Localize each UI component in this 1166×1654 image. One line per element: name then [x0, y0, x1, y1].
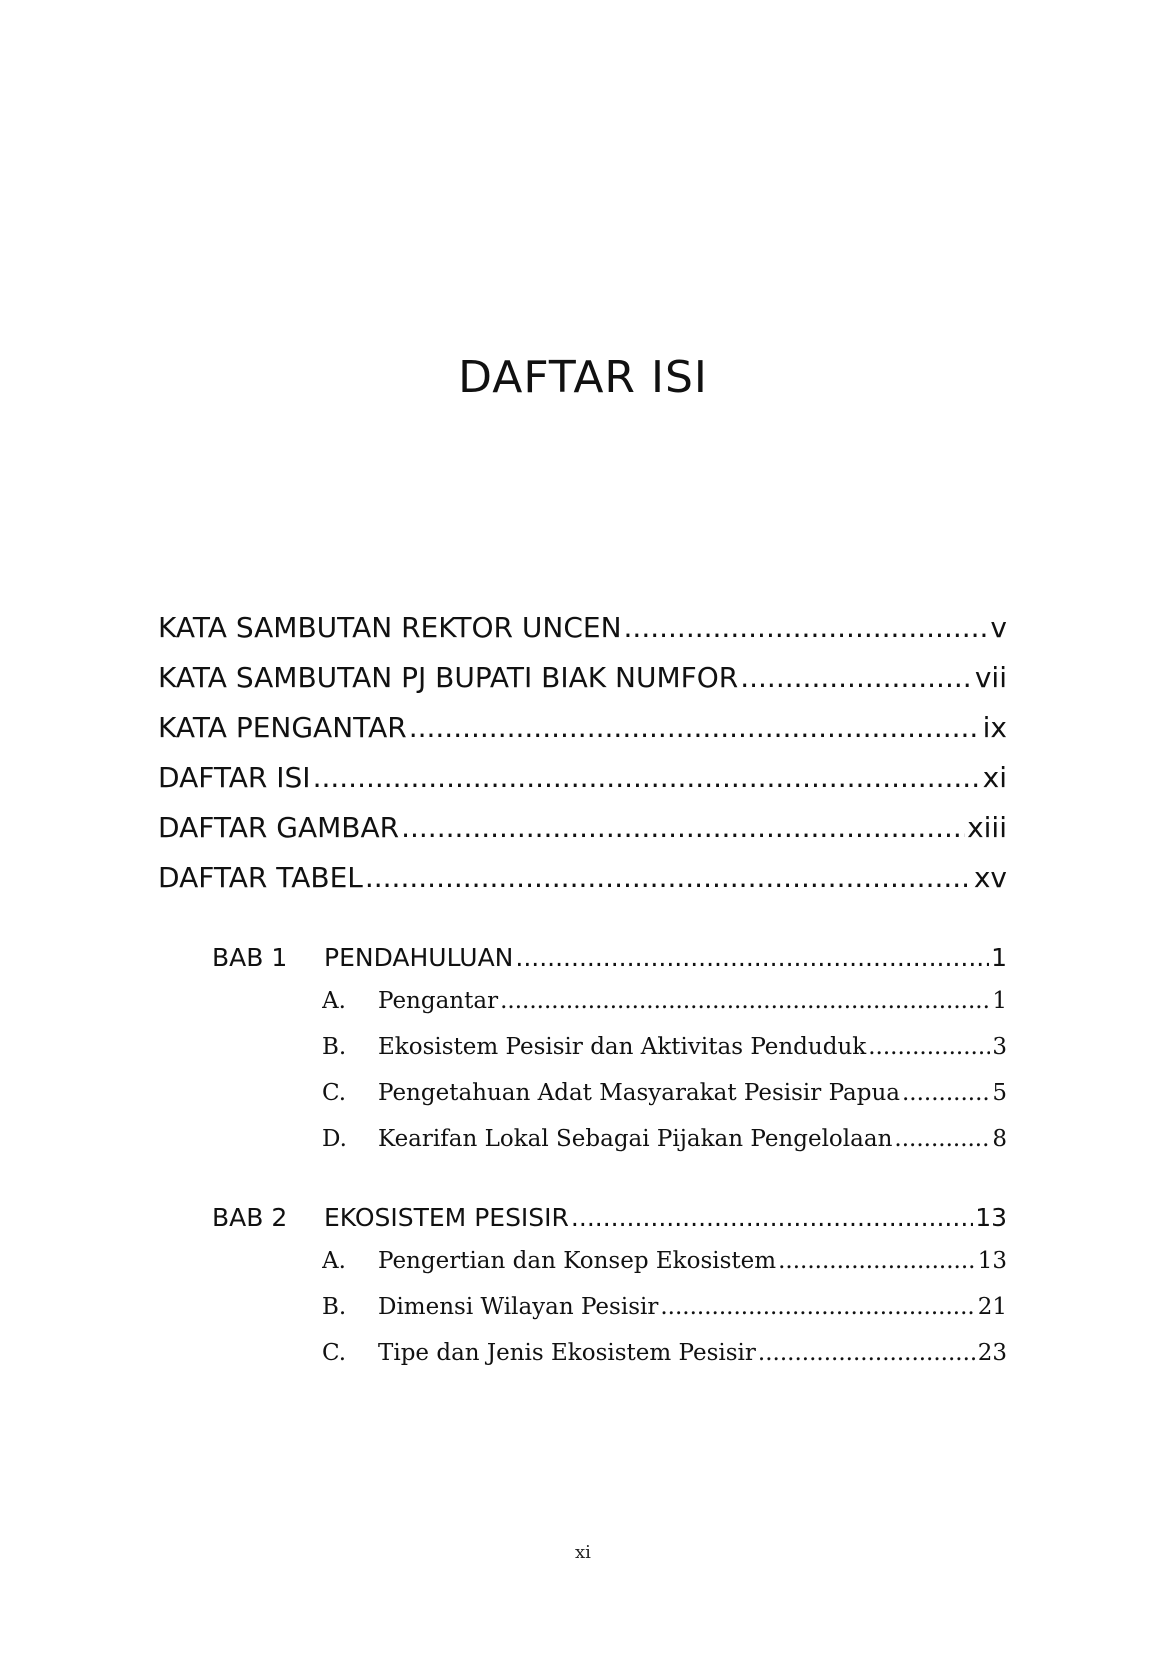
- toc-entry: [158, 758, 1007, 798]
- section-letter: A.: [322, 1248, 346, 1274]
- toc-entry-page: xi: [982, 761, 1007, 794]
- section-title: Pengetahuan Adat Masyarakat Pesisir Papua: [378, 1080, 900, 1106]
- section-title: Kearifan Lokal Sebagai Pijakan Pengelolaan: [378, 1126, 893, 1152]
- page-title: DAFTAR ISI: [458, 352, 708, 403]
- toc-entry: [158, 808, 1007, 848]
- dot-leader: [401, 808, 965, 848]
- dot-leader: [624, 608, 989, 648]
- toc-entry: [158, 658, 1007, 698]
- section-entry: [322, 1122, 1007, 1156]
- section-title: Dimensi Wilayan Pesisir: [378, 1294, 659, 1320]
- section-letter: C.: [322, 1340, 347, 1366]
- section-page: 3: [992, 1034, 1007, 1060]
- toc-entry-label: KATA PENGANTAR: [158, 711, 407, 744]
- section-title: Tipe dan Jenis Ekosistem Pesisir: [378, 1340, 756, 1366]
- dot-leader: [660, 1290, 975, 1324]
- dot-leader: [894, 1122, 990, 1156]
- toc-entry: [158, 708, 1007, 748]
- section-page: 13: [977, 1248, 1007, 1274]
- dot-leader: [571, 1200, 973, 1236]
- section-entry: [322, 1030, 1007, 1064]
- section-title: Ekosistem Pesisir dan Aktivitas Penduduk: [378, 1034, 867, 1060]
- section-entry: [322, 1244, 1007, 1278]
- section-letter: C.: [322, 1080, 347, 1106]
- toc-entry-page: xv: [973, 861, 1007, 894]
- dot-leader: [778, 1244, 976, 1278]
- toc-entry-label: DAFTAR ISI: [158, 761, 311, 794]
- dot-leader: [758, 1336, 976, 1370]
- dot-leader: [409, 708, 981, 748]
- section-letter: A.: [322, 988, 346, 1014]
- chapter-title: EKOSISTEM PESISIR: [324, 1203, 569, 1232]
- dot-leader: [868, 1030, 990, 1064]
- section-page: 8: [992, 1126, 1007, 1152]
- dot-leader: [313, 758, 981, 798]
- toc-entry-page: vii: [974, 661, 1007, 694]
- toc-entry-label: KATA SAMBUTAN PJ BUPATI BIAK NUMFOR: [158, 661, 739, 694]
- section-entry: [322, 984, 1007, 1018]
- toc-entry-label: DAFTAR TABEL: [158, 861, 363, 894]
- section-page: 1: [992, 988, 1007, 1014]
- section-entry: [322, 1336, 1007, 1370]
- chapter-number: BAB 1: [212, 943, 288, 972]
- chapter-entry: [212, 1200, 1007, 1236]
- section-page: 5: [992, 1080, 1007, 1106]
- chapter-title: PENDAHULUAN: [324, 943, 514, 972]
- page-number: xi: [575, 1542, 591, 1563]
- section-entry: [322, 1076, 1007, 1110]
- dot-leader: [365, 858, 972, 898]
- section-title: Pengertian dan Konsep Ekosistem: [378, 1248, 777, 1274]
- section-page: 23: [977, 1340, 1007, 1366]
- section-entry: [322, 1290, 1007, 1324]
- section-letter: B.: [322, 1294, 347, 1320]
- dot-leader: [515, 940, 989, 976]
- section-letter: D.: [322, 1126, 347, 1152]
- toc-entry: [158, 858, 1007, 898]
- toc-entry-label: DAFTAR GAMBAR: [158, 811, 400, 844]
- toc-entry: [158, 608, 1007, 648]
- toc-entry-label: KATA SAMBUTAN REKTOR UNCEN: [158, 611, 622, 644]
- dot-leader: [500, 984, 990, 1018]
- toc-entry-page: v: [990, 611, 1007, 644]
- chapter-entry: [212, 940, 1007, 976]
- chapter-page: 13: [975, 1203, 1007, 1232]
- section-letter: B.: [322, 1034, 347, 1060]
- section-title: Pengantar: [378, 988, 499, 1014]
- toc-entry-page: ix: [982, 711, 1007, 744]
- chapter-page: 1: [991, 943, 1007, 972]
- chapter-number: BAB 2: [212, 1203, 288, 1232]
- dot-leader: [902, 1076, 990, 1110]
- toc-entry-page: xiii: [967, 811, 1007, 844]
- dot-leader: [740, 658, 973, 698]
- section-page: 21: [977, 1294, 1007, 1320]
